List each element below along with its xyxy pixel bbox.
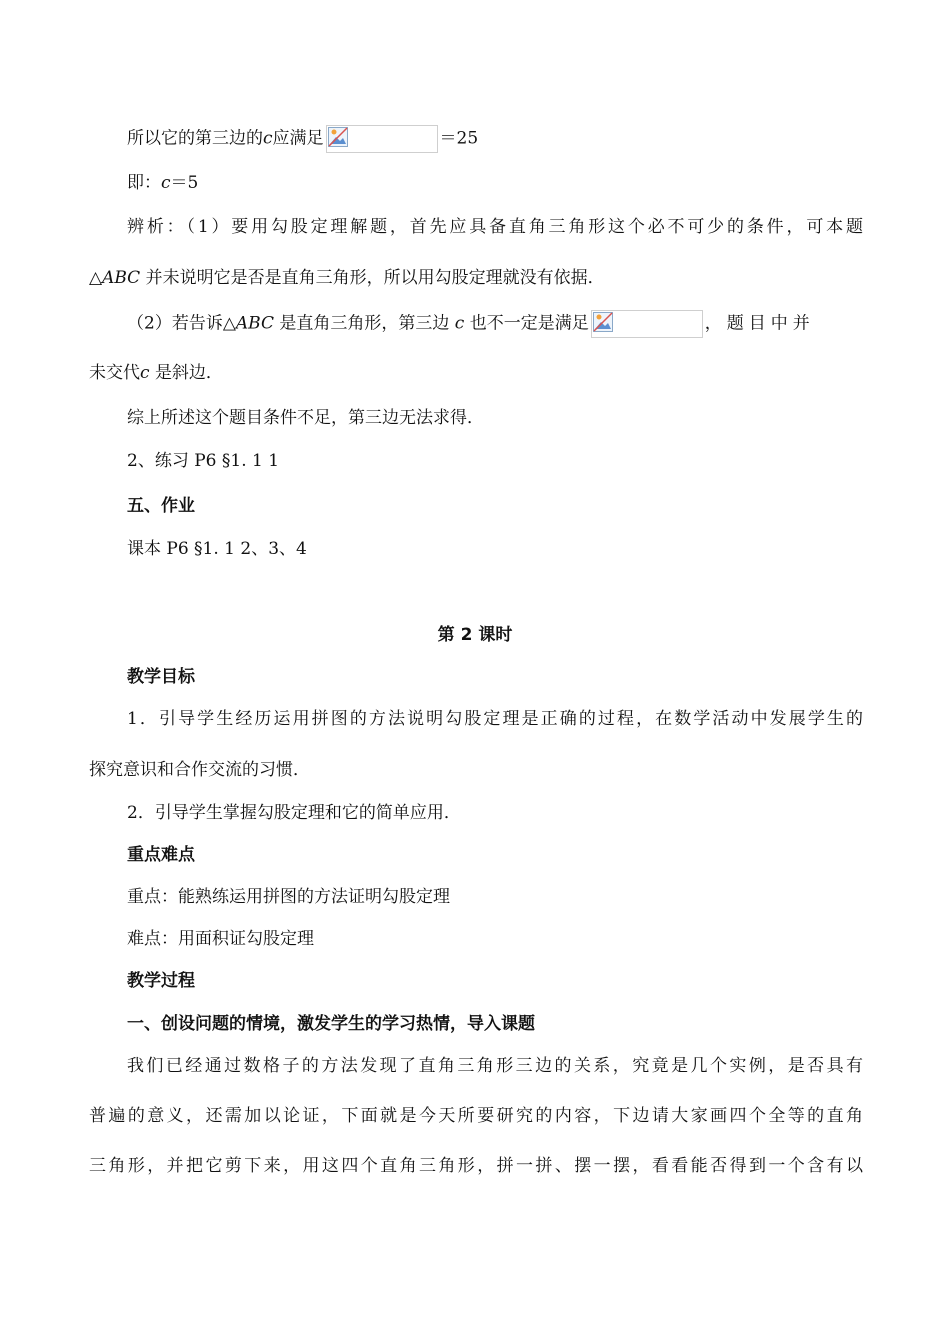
goals-heading: 教学目标	[127, 667, 195, 687]
var-c: c	[454, 313, 465, 334]
key-point-line: 重点：能熟练运用拼图的方法证明勾股定理	[127, 887, 450, 907]
process-heading: 教学过程	[127, 971, 195, 991]
text: 是直角三角形，第三边	[279, 313, 450, 334]
paragraph-line-3: 三角形，并把它剪下来，用这四个直角三角形，拼一拼、摆一摆，看看能否得到一个含有以	[89, 1156, 863, 1176]
triangle-abc: ABC	[235, 313, 274, 334]
analysis-line-1	[127, 215, 863, 239]
lesson-2-title: 第 2 课时	[437, 625, 513, 645]
triangle-abc: ABC	[102, 268, 141, 288]
goal-1-line-2: 探究意识和合作交流的习惯．	[89, 760, 310, 780]
text: ＝5	[170, 173, 199, 193]
text: ＝25	[439, 128, 479, 149]
conclusion-line: 综上所述这个题目条件不足，第三边无法求得．	[127, 408, 484, 428]
text: 所以它的第三边的	[127, 128, 263, 149]
key-points-heading: 重点难点	[127, 845, 195, 865]
formula-image	[591, 310, 703, 338]
text: （2）若告诉△	[127, 313, 236, 334]
text: 未交代	[89, 363, 140, 383]
text: ，题目中并	[704, 313, 815, 334]
paragraph-line-2: 普遍的意义，还需加以论证，下面就是今天所要研究的内容，下边请大家画四个全等的直角	[89, 1106, 863, 1126]
var-c: c	[140, 363, 150, 383]
text: 即：	[127, 173, 161, 193]
homework-heading: 五、作业	[127, 496, 195, 516]
analysis-line-4	[89, 361, 223, 385]
analysis-line-3	[127, 310, 815, 338]
var-c: c	[161, 173, 171, 193]
broken-image-icon	[593, 312, 613, 332]
goal-1-line-1: 1．引导学生经历运用拼图的方法说明勾股定理是正确的过程，在数学活动中发展学生的	[127, 709, 863, 729]
broken-image-icon	[328, 127, 348, 147]
analysis-line-2	[89, 266, 605, 290]
goal-2-line: 2．引导学生掌握勾股定理和它的简单应用．	[127, 803, 461, 823]
text: 是斜边．	[154, 363, 223, 383]
text: 应满足	[272, 128, 324, 149]
answer-line-1	[127, 125, 478, 153]
answer-line-2	[127, 171, 198, 195]
exercise-line: 2、练习 P6 §1. 1 1	[127, 451, 280, 471]
var-c: c	[263, 128, 273, 149]
difficulty-line: 难点：用面积证勾股定理	[127, 929, 314, 949]
step-1-heading: 一、创设问题的情境，激发学生的学习热情，导入课题	[127, 1014, 535, 1034]
formula-image	[326, 125, 438, 153]
text: 并未说明它是否是直角三角形，所以用勾股定理就没有依据．	[145, 268, 605, 288]
text: 也不一定是满足	[469, 313, 589, 334]
text: △	[89, 268, 103, 288]
homework-line: 课本 P6 §1. 1 2、3、4	[127, 539, 307, 559]
text: 辨析：（1）要用勾股定理解题，首先应具备直角三角形这个必不可少的条件，可本题	[127, 217, 863, 237]
paragraph-line-1: 我们已经通过数格子的方法发现了直角三角形三边的关系，究竟是几个实例，是否具有	[127, 1056, 863, 1076]
